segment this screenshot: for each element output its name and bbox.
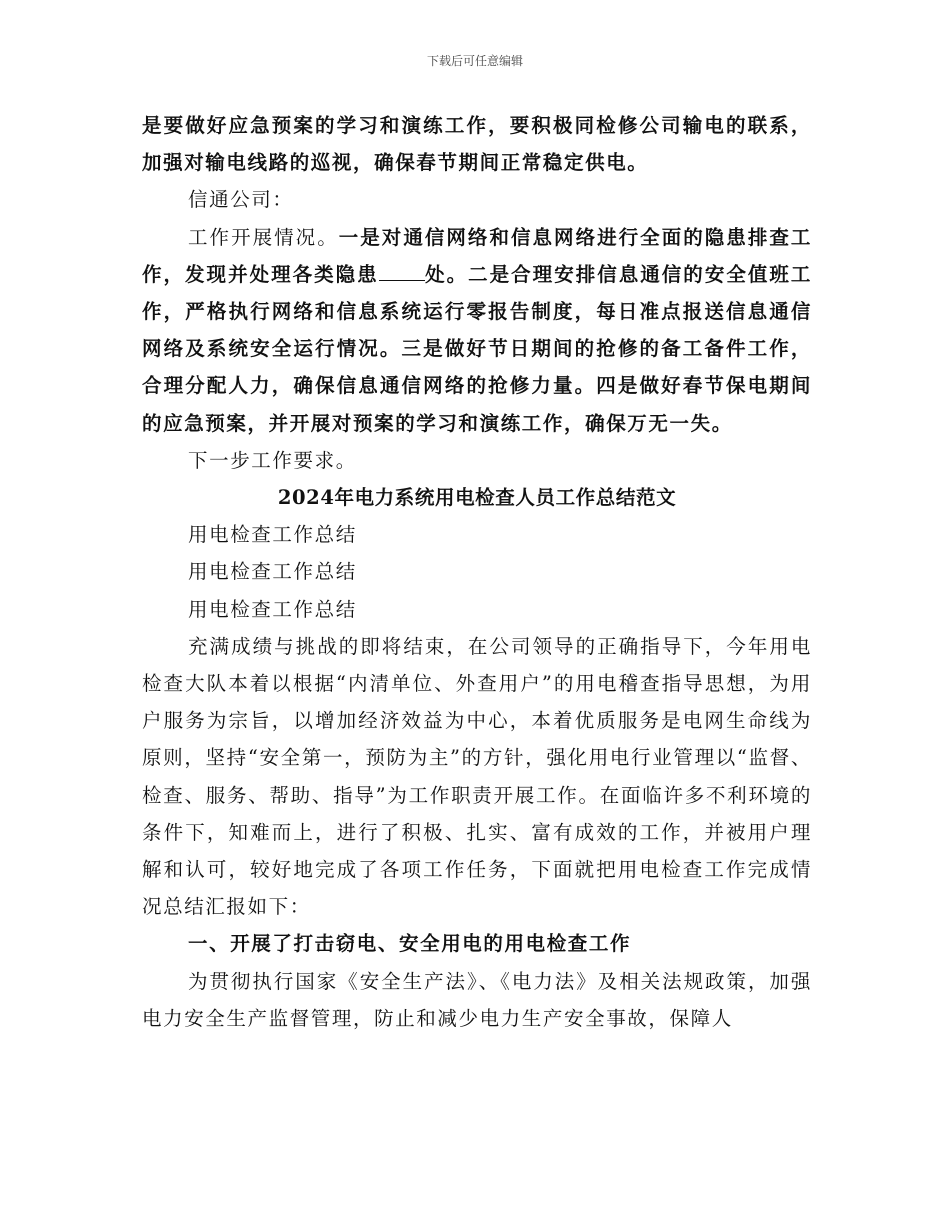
document-body (142, 107, 812, 1037)
page-header: 下载后可任意编辑 (426, 54, 523, 68)
intro-paragraph: 充满成绩与挑战的即将结束，在公司领导的正确指导下，今年用电检查大队本着以根据“内清单位、外查用户”的用电稽查指导思想，为用户服务为宗旨，以增加经济效益为中心，本着优质服务是电网生命线为原则，坚持“安全第一，预防为主”的方针，强化用电行业管理以“监督、检查、服务、帮助、指导”为工作职责开展工作。在面临许多不利环境的条件下，知难而上，进行了积极、扎实、富有成效的工作，并被用户理解和认可，较好地完成了各项工作任务，下面就把用电检查工作完成情况总结汇报如下： (142, 634, 812, 919)
document-title: 2024年电力系统用电检查人员工作总结范文 (277, 486, 677, 510)
work-text-a: 一是对通信网络和信息网络进行全面的隐患排查工作，发现并处理各类隐患 (142, 225, 813, 286)
xintong-label: 信通公司： (188, 188, 294, 212)
work-text-b: 处。二是合理安排信息通信的安全值班工作，严格执行网络和信息系统运行零报告制度，每日准点报送信息通信网络及系统安全运行情况。三是做好节日期间的抢修的备工备件工作，合理分配人力，确保信息通信网络的抢修力量。四是做好春节保电期间的应急预案，并开展对预案的学习和演练工作，确保万无一失。 (142, 262, 812, 435)
work-paragraph (142, 219, 812, 442)
next-step-label: 下一步工作要求。 (188, 448, 357, 472)
subtitle-1: 用电检查工作总结 (188, 523, 357, 547)
work-label: 工作开展情况。 (188, 225, 339, 249)
subtitle-3: 用电检查工作总结 (188, 597, 357, 621)
subtitle-2: 用电检查工作总结 (188, 560, 357, 584)
continued-paragraph: 是要做好应急预案的学习和演练工作，要积极同检修公司输电的联系，加强对输电线路的巡视，确保春节期间正常稳定供电。 (142, 114, 812, 175)
section-heading-1: 一、开展了打击窃电、安全用电的用电检查工作 (188, 932, 632, 956)
blank-underline (379, 260, 425, 281)
section-body-1: 为贯彻执行国家《安全生产法》、《电力法》及相关法规政策，加强电力安全生产监督管理，防止和减少电力生产安全事故，保障人 (142, 969, 812, 1030)
